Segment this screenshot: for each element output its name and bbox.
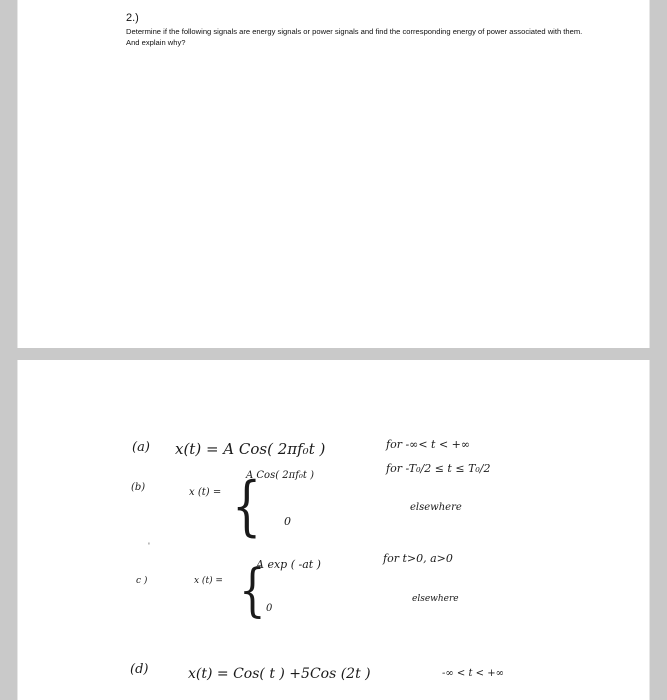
part-b-label: (b) — [131, 482, 146, 493]
stray-mark: ' — [148, 542, 150, 550]
part-d-signal: x(t) = Cos( t ) +5Cos (2t ) — [188, 666, 371, 682]
part-a-label: (a) — [132, 440, 150, 455]
question-number: 2.) — [126, 12, 139, 24]
part-b-lhs: x (t) = — [189, 487, 222, 498]
part-c-case2-condition: elsewhere — [412, 594, 459, 604]
question-text: Determine if the following signals are energy signals or power signals and find the corresponding energy of power associated with them. And explain why? — [126, 27, 583, 47]
document-page-1 — [17, 0, 650, 348]
part-c-case1-value: A exp ( -at ) — [256, 558, 321, 571]
document-page-2 — [17, 360, 650, 700]
part-b-case1-condition: for -T₀/2 ≤ t ≤ T₀/2 — [386, 462, 491, 475]
part-c-brace: { — [239, 557, 266, 624]
part-a-condition: for -∞< t < +∞ — [386, 438, 471, 451]
part-d-condition: -∞ < t < +∞ — [442, 668, 504, 679]
part-c-case1-condition: for t>0, a>0 — [383, 552, 453, 565]
part-d-label: (d) — [130, 662, 149, 677]
part-b-case1-value: A Cos( 2πf₀t ) — [246, 470, 315, 481]
part-b-brace: { — [232, 468, 262, 544]
part-c-case2-value: 0 — [266, 603, 273, 614]
part-a-signal: x(t) = A Cos( 2πf₀t ) — [175, 440, 326, 458]
part-b-case2-value: 0 — [284, 515, 291, 528]
part-c-label: c ) — [136, 576, 148, 586]
part-b-case2-condition: elsewhere — [410, 502, 462, 513]
part-c-lhs: x (t) = — [194, 576, 223, 586]
